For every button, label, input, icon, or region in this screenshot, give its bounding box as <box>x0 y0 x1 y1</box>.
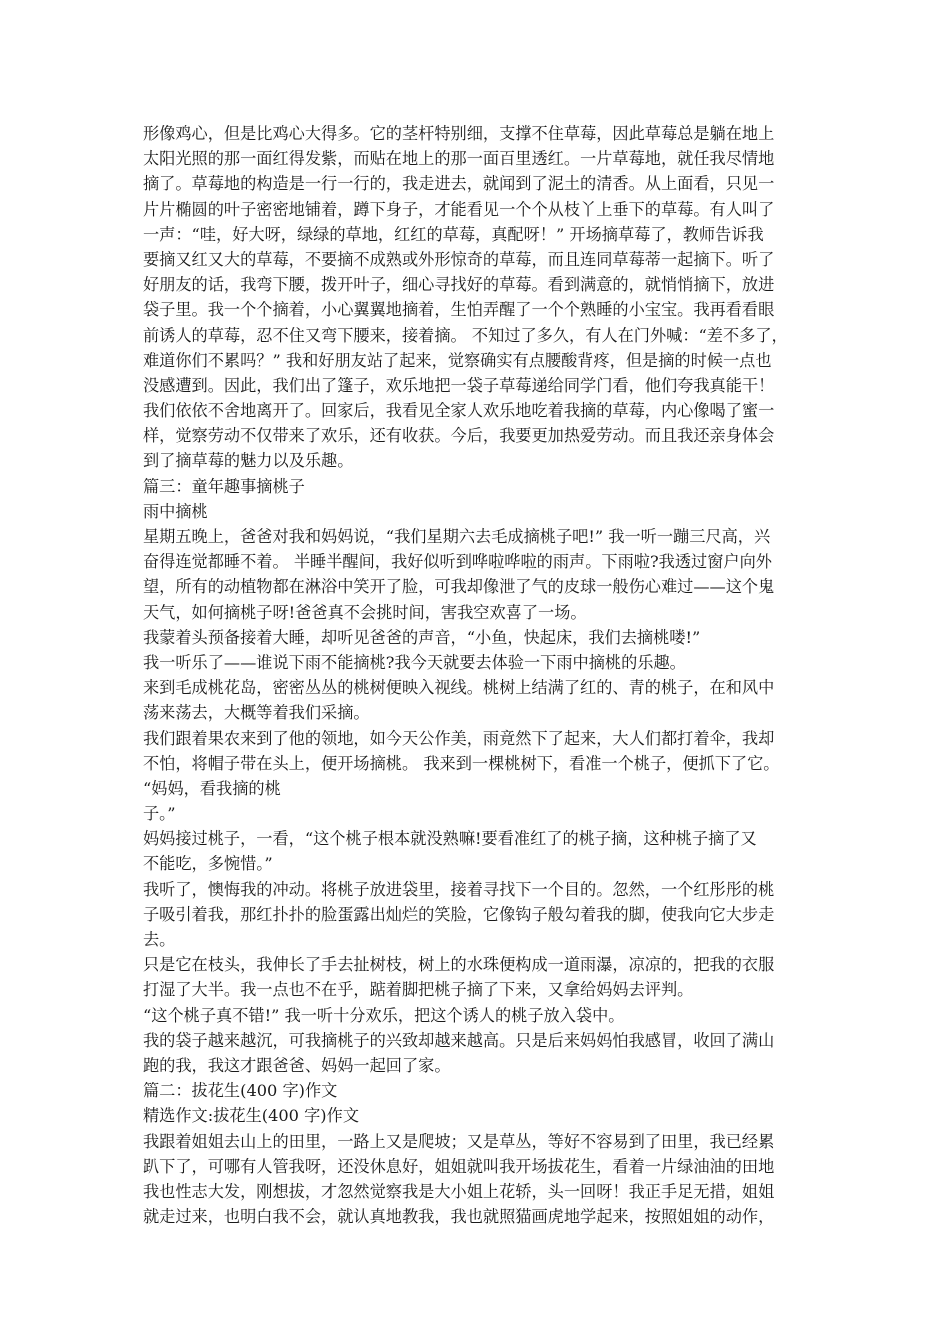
text-line: 打湿了大半。我一点也不在乎，踮着脚把桃子摘了下来，又拿给妈妈去评判。 <box>143 980 694 1000</box>
text-line: 跑的我，我这才跟爸爸、妈妈一起回了家。 <box>143 1055 451 1075</box>
text-line: 星期五晚上，爸爸对我和妈妈说，“我们星期六去毛成摘桃子吧!” 我一听一蹦三尺高，兴 <box>143 527 771 546</box>
text-line: 趴下了，可哪有人管我呀，还没休息好，姐姐就叫我开场拔花生，看着一片绿油油的田地 <box>143 1156 775 1176</box>
text-line: 样，觉察劳动不仅带来了欢乐，还有收获。今后，我要更加热爱劳动。而且我还亲身体会 <box>143 426 775 446</box>
text-line: 子吸引着我，那红扑扑的脸蛋露出灿烂的笑脸，它像钩子般勾着我的脚，使我向它大步走 <box>143 904 775 924</box>
text-line: 我们跟着果农来到了他的领地，如今天公作美，雨竟然下了起来，大人们都打着伞，我却 <box>143 728 775 748</box>
text-line: 不能吃，多惋惜。” <box>143 854 273 874</box>
text-line: 妈妈接过桃子，一看，“这个桃子根本就没熟嘛!要看准红了的桃子摘，这种桃子摘了又 <box>143 829 757 849</box>
text-line: 我听了，懊悔我的冲动。将桃子放进袋里，接着寻找下一个目的。忽然，一个红彤彤的桃 <box>143 879 775 899</box>
text-line: “妈妈，看我摘的桃 <box>143 778 281 798</box>
text-line: 我一听乐了——谁说下雨不能摘桃?我今天就要去体验一下雨中摘桃的乐趣。 <box>143 652 686 672</box>
text-line: “这个桃子真不错!” 我一听十分欢乐，把这个诱人的桃子放入袋中。 <box>143 1005 625 1025</box>
text-line: 就走过来，也明白我不会，就认真地教我，我也就照猫画虎地学起来，按照姐姐的动作， <box>143 1207 775 1227</box>
section-heading: 篇二：拔花生(400 字)作文 <box>143 1081 338 1101</box>
text-line: 到了摘草莓的魅力以及乐趣。 <box>143 451 354 471</box>
text-line: 来到毛成桃花岛，密密丛丛的桃树便映入视线。桃树上结满了红的、青的桃子，在和风中 <box>143 678 775 698</box>
text-line: 我的袋子越来越沉，可我摘桃子的兴致却越来越高。只是后来妈妈怕我感冒，收回了满山 <box>143 1030 775 1050</box>
text-line: 一声：“哇，好大呀，绿绿的草地，红红的草莓，真配呀！” 开场摘草莓了，教师告诉我 <box>143 224 764 244</box>
text-line: 好朋友的话，我弯下腰，拨开叶子，细心寻找好的草莓。看到满意的，就悄悄摘下，放进 <box>143 275 775 295</box>
text-line: 摘了。草莓地的构造是一行一行的，我走进去，就闻到了泥土的清香。从上面看，只见一 <box>143 174 775 194</box>
text-line: 我也性志大发，刚想拔，才忽然觉察我是大小姐上花轿，头一回呀！我正手足无措，姐姐 <box>143 1181 775 1201</box>
text-line: 天气，如何摘桃子呀!爸爸真不会挑时间，害我空欢喜了一场。 <box>143 602 587 622</box>
section-heading: 篇三：童年趣事摘桃子 <box>143 476 305 496</box>
text-line: 不怕，将帽子带在头上，便开场摘桃。 我来到一棵桃树下，看准一个桃子，便抓下了它。 <box>143 753 780 773</box>
text-line: 我跟着姐姐去山上的田里，一路上又是爬坡；又是草丛，等好不容易到了田里，我已经累 <box>143 1131 775 1151</box>
text-line: 形像鸡心，但是比鸡心大得多。它的茎杆特别细，支撑不住草莓，因此草莓总是躺在地上 <box>143 124 775 143</box>
text-line: 袋子里。我一个个摘着，小心翼翼地摘着，生怕弄醒了一个个熟睡的小宝宝。我再看看眼 <box>143 300 775 320</box>
text-line: 前诱人的草莓，忍不住又弯下腰来，接着摘。 不知过了多久，有人在门外喊：“差不多了， <box>143 325 788 345</box>
text-line: 我们依依不舍地离开了。回家后，我看见全家人欢乐地吃着我摘的草莓，内心像喝了蜜一 <box>143 401 775 421</box>
text-line: 太阳光照的那一面红得发紫，而贴在地上的那一面百里透红。一片草莓地，就任我尽情地 <box>143 149 775 169</box>
text-line: 荡来荡去，大概等着我们采摘。 <box>143 703 370 723</box>
essay-title: 精选作文:拔花生(400 字)作文 <box>143 1106 360 1126</box>
text-line: 难道你们不累吗？” 我和好朋友站了起来，觉察确实有点腰酸背疼，但是摘的时候一点也 <box>143 350 772 370</box>
text-line: 只是它在枝头，我伸长了手去扯树枝，树上的水珠便构成一道雨瀑，凉凉的，把我的衣服 <box>143 955 775 975</box>
text-line: 望，所有的动植物都在淋浴中笑开了脸，可我却像泄了气的皮球一般伤心难过——这个鬼 <box>143 577 775 597</box>
text-line: 子。” <box>143 804 176 824</box>
essay-title: 雨中摘桃 <box>143 501 208 521</box>
text-line: 去。 <box>143 930 176 949</box>
document-body <box>143 121 815 1229</box>
text-line: 奋得连觉都睡不着。 半睡半醒间，我好似听到哗啦哗啦的雨声。下雨啦?我透过窗户向外 <box>143 552 772 572</box>
text-line: 要摘又红又大的草莓，不要摘不成熟或外形惊奇的草莓，而且连同草莓蒂一起摘下。听了 <box>143 249 775 269</box>
text-line: 片片椭圆的叶子密密地铺着，蹲下身子，才能看见一个个从枝丫上垂下的草莓。有人叫了 <box>143 199 775 219</box>
text-line: 我蒙着头预备接着大睡，却听见爸爸的声音，“小鱼，快起床，我们去摘桃喽!” <box>143 627 701 647</box>
text-line: 没感遭到。因此，我们出了篷子，欢乐地把一袋子草莓递给同学门看，他们夸我真能干！ <box>143 375 775 395</box>
